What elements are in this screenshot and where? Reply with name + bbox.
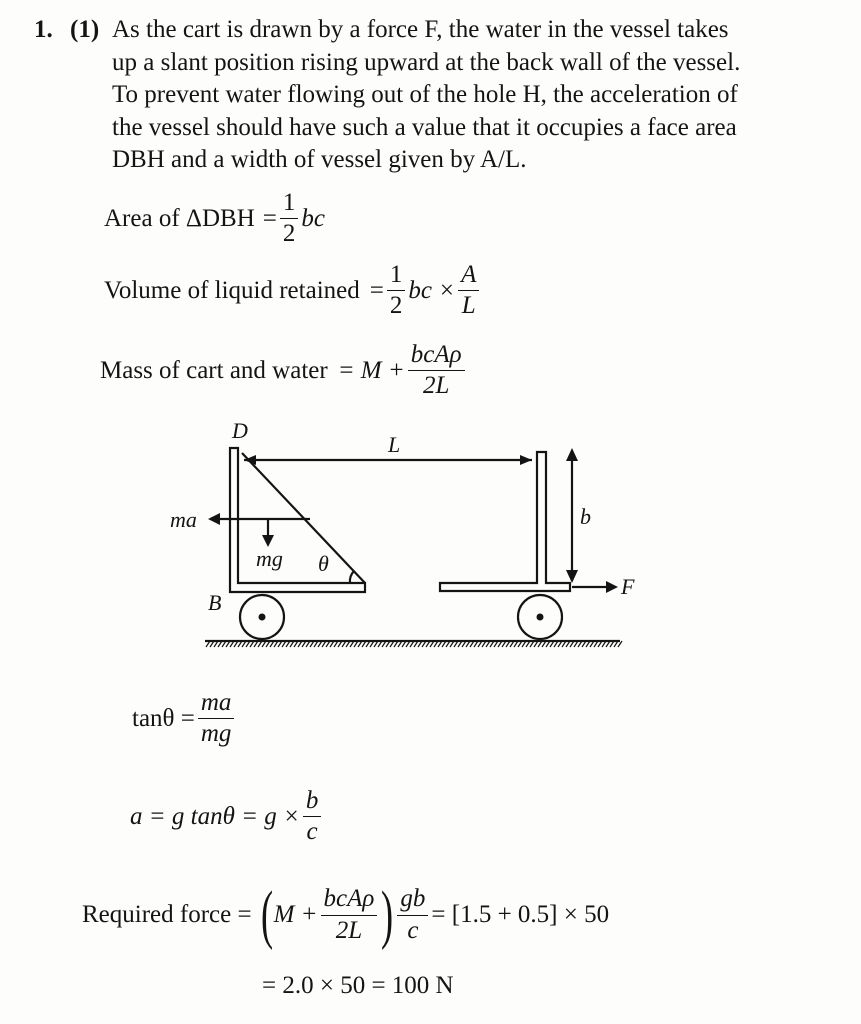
length-arrowhead-right bbox=[520, 455, 532, 465]
fraction-numerator: A bbox=[458, 262, 479, 291]
volume-fraction-1 bbox=[387, 262, 406, 320]
tan-fraction bbox=[198, 690, 235, 748]
question-number: 1. bbox=[34, 16, 53, 43]
right-vessel-wall bbox=[440, 452, 570, 591]
fraction-denominator: 2 bbox=[389, 292, 403, 320]
label-ma: ma bbox=[170, 507, 197, 532]
force-inner: M + bbox=[273, 901, 318, 928]
area-label: Area of ΔDBH bbox=[104, 204, 255, 232]
volume-equals: = bbox=[369, 276, 384, 304]
fraction-denominator: L bbox=[461, 292, 476, 320]
mass-fraction bbox=[408, 342, 465, 400]
fraction-denominator: c bbox=[407, 916, 419, 944]
text-line: As the cart is drawn by a force F, the water in the vessel takes bbox=[112, 16, 729, 43]
text-line: up a slant position rising upward at the back wall of the vessel. bbox=[112, 48, 741, 76]
fraction-denominator: 2 bbox=[282, 220, 296, 248]
fraction-numerator: gb bbox=[397, 886, 428, 915]
accel-lhs: a = g tanθ = g × bbox=[130, 802, 300, 830]
area-fraction bbox=[280, 190, 299, 248]
text-line: DBH and a width of vessel given by A/L. bbox=[112, 146, 527, 173]
theta-arc bbox=[350, 571, 354, 583]
height-arrowhead-bottom bbox=[566, 570, 578, 583]
fraction-numerator: 1 bbox=[280, 190, 299, 219]
accel-fraction bbox=[303, 788, 322, 846]
paren-open: ( bbox=[260, 878, 273, 951]
text-line: To prevent water flowing out of the hole H, the acceleration of bbox=[112, 81, 738, 108]
fraction-denominator: mg bbox=[200, 720, 232, 748]
fraction-denominator: 2L bbox=[423, 372, 450, 400]
right-wheel-axle bbox=[537, 614, 544, 621]
volume-label: Volume of liquid retained bbox=[104, 276, 360, 304]
force-label: Required force = bbox=[82, 901, 252, 928]
fraction-numerator: ma bbox=[198, 690, 235, 719]
label-L: L bbox=[388, 432, 401, 457]
fraction-denominator: 2L bbox=[335, 916, 363, 944]
mass-label: Mass of cart and water bbox=[100, 356, 328, 384]
label-B: B bbox=[208, 590, 222, 615]
ma-arrowhead bbox=[208, 513, 220, 525]
force-equation bbox=[82, 878, 610, 951]
area-tail: bc bbox=[301, 204, 325, 232]
volume-mid: bc × bbox=[408, 276, 456, 304]
question-text bbox=[112, 14, 822, 177]
label-F: F bbox=[621, 574, 635, 599]
acceleration-equation bbox=[130, 788, 324, 846]
mass-equals: = M + bbox=[337, 356, 405, 384]
paren-close: ) bbox=[381, 878, 394, 951]
fraction-numerator: b bbox=[303, 788, 322, 817]
tan-lhs: tanθ = bbox=[132, 704, 195, 732]
left-wheel-axle bbox=[259, 614, 266, 621]
height-arrowhead-top bbox=[566, 448, 578, 461]
text-line: the vessel should have such a value that it occupies a face area bbox=[112, 113, 737, 141]
cart-diagram bbox=[160, 415, 635, 660]
result-equation bbox=[262, 972, 454, 1000]
question-part: (1) bbox=[70, 16, 100, 43]
volume-equation bbox=[104, 262, 482, 320]
label-D: D bbox=[232, 418, 248, 443]
force-fraction-1 bbox=[321, 886, 378, 944]
mass-equation bbox=[100, 342, 468, 400]
force-fraction-2 bbox=[397, 886, 428, 944]
fraction-denominator: c bbox=[306, 818, 318, 846]
fraction-numerator: bcAρ bbox=[408, 342, 465, 371]
label-b: b bbox=[580, 504, 591, 529]
area-equation bbox=[104, 190, 325, 248]
tan-equation bbox=[132, 690, 237, 748]
result-text: = 2.0 × 50 = 100 N bbox=[262, 972, 454, 999]
force-arrowhead bbox=[606, 581, 618, 593]
area-equals: = bbox=[262, 204, 277, 232]
label-theta: θ bbox=[318, 551, 329, 576]
label-mg: mg bbox=[256, 546, 283, 571]
fraction-numerator: bcAρ bbox=[321, 886, 378, 915]
volume-fraction-2 bbox=[458, 262, 479, 320]
force-rhs: = [1.5 + 0.5] × 50 bbox=[431, 901, 610, 928]
fraction-numerator: 1 bbox=[387, 262, 406, 291]
